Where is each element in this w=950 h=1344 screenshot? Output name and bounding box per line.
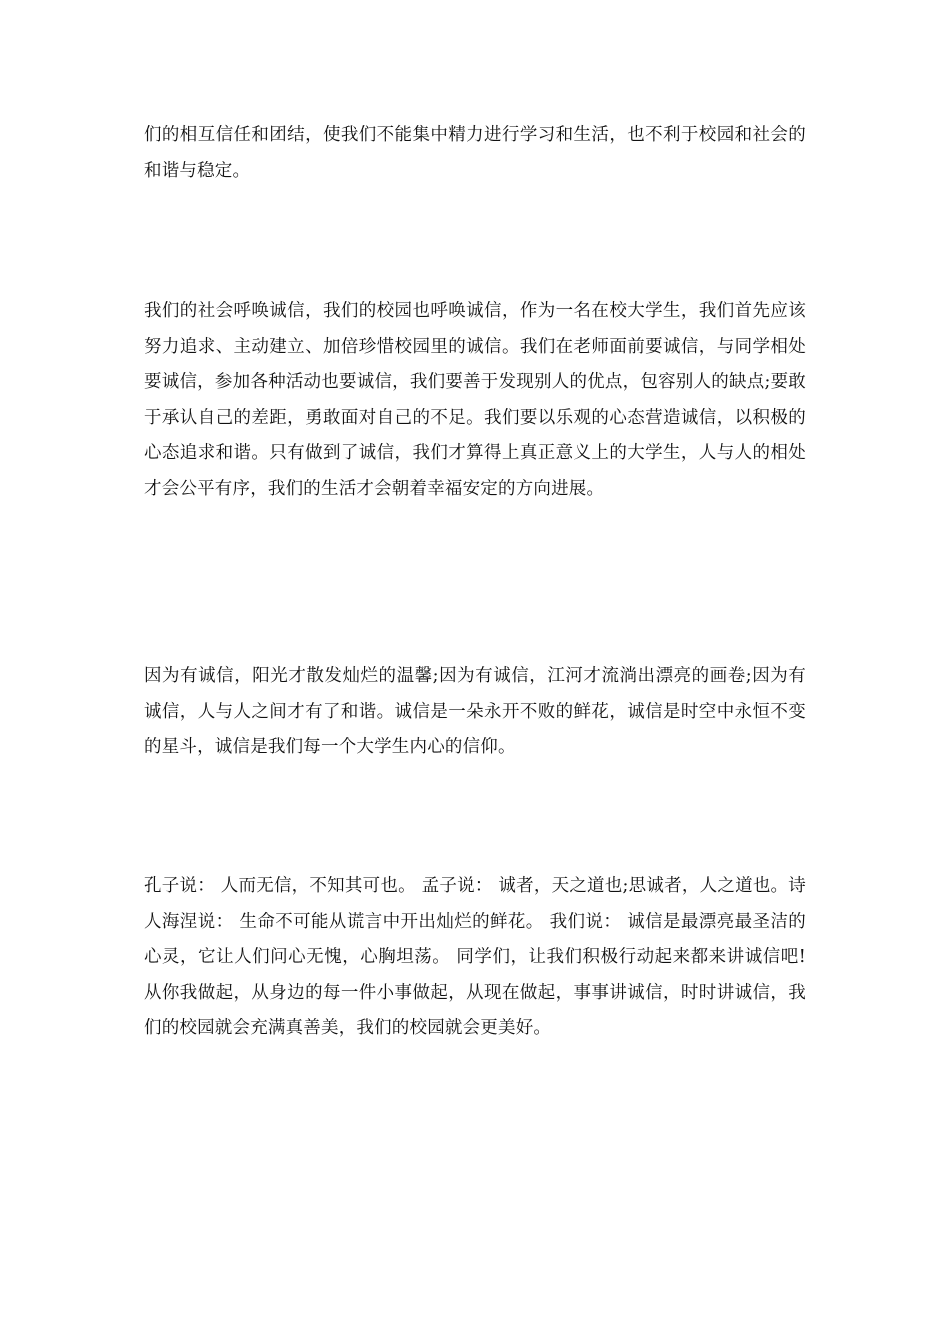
- paragraph-campus-integrity: 我们的社会呼唤诚信，我们的校园也呼唤诚信，作为一名在校大学生，我们首先应该努力追求、主动建立、加倍珍惜校园里的诚信。我们在老师面前要诚信，与同学相处要诚信，参加各种活动也要诚信，我们要善于发现别人的优点，包容别人的缺点;要敢于承认自己的差距，勇敢面对自己的不足。我们要以乐观的心态营造诚信，以积极的心态追求和谐。只有做到了诚信，我们才算得上真正意义上的大学生，人与人的相处才会公平有序，我们的生活才会朝着幸福安定的方向进展。: [144, 301, 806, 499]
- paragraph-quotes-and-call-to-action: 孔子说： 人而无信，不知其可也。 孟子说： 诚者，天之道也;思诚者，人之道也。诗人海涅说： 生命不可能从谎言中开出灿烂的鲜花。 我们说： 诚信是最漂亮最圣洁的心灵，它让人们问心无愧，心胸坦荡。 同学们，让我们积极行动起来都来讲诚信吧!从你我做起，从身边的每一件小事做起，从现在做起，事事讲诚信，时时讲诚信，我们的校园就会充满真善美，我们的校园就会更美好。: [144, 876, 806, 1038]
- paragraph-because-of-integrity: 因为有诚信，阳光才散发灿烂的温馨;因为有诚信，江河才流淌出漂亮的画卷;因为有诚信，人与人之间才有了和谐。诚信是一朵永开不败的鲜花，诚信是时空中永恒不变的星斗，诚信是我们每一个大学生内心的信仰。: [144, 666, 806, 757]
- paragraph-continuation: 们的相互信任和团结，使我们不能集中精力进行学习和生活，也不利于校园和社会的和谐与稳定。: [144, 125, 806, 181]
